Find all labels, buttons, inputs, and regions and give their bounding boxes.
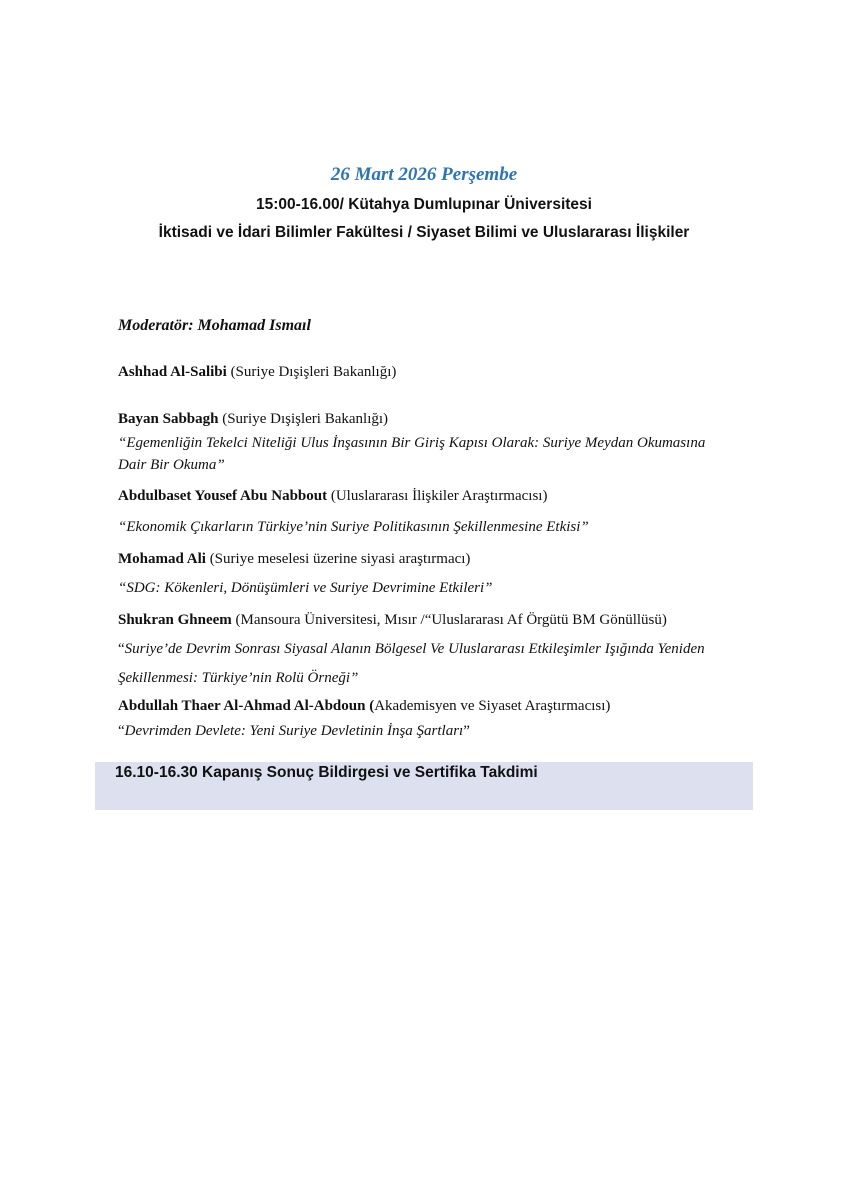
- talk-title: “Ekonomik Çıkarların Türkiye’nin Suriye Politikasının Şekillenmesine Etkisi”: [118, 519, 589, 535]
- closing-quote: ”: [463, 723, 470, 739]
- talk-title: “Egemenliğin Tekelci Niteliği Ulus İnşasının Bir Giriş Kapısı Olarak: Suriye Meydan Okumasına: [118, 435, 706, 451]
- opening-quote: “: [118, 641, 125, 657]
- speaker-affiliation: (Suriye Dışişleri Bakanlığı): [218, 411, 389, 427]
- speaker-affiliation: (Mansoura Üniversitesi, Mısır /“Uluslararası Af Örgütü BM Gönüllüsü): [231, 612, 667, 628]
- speaker-name: Mohamad Ali: [118, 551, 206, 567]
- speaker-name: Shukran Ghneem: [118, 612, 232, 628]
- speaker-name: Abdulbaset Yousef Abu Nabbout: [118, 488, 328, 504]
- talk-title: [118, 723, 470, 740]
- closing-session-title: 16.10-16.30 Kapanış Sonuç Bildirgesi ve Sertifika Takdimi: [115, 764, 538, 781]
- speaker-entry: [118, 488, 547, 505]
- speaker-entry: [118, 698, 610, 715]
- talk-title-continued: Dair Bir Okuma”: [118, 457, 225, 473]
- session-time-venue: 15:00-16.00/ Kütahya Dumlupınar Üniversitesi: [256, 196, 592, 213]
- speaker-name: Ashhad Al-Salibi: [118, 364, 227, 380]
- moderator: Moderatör: Mohamad Ismaıl: [118, 317, 311, 334]
- session-date: 26 Mart 2026 Perşembe: [330, 164, 518, 185]
- faculty-department: İktisadi ve İdari Bilimler Fakültesi / Siyaset Bilimi ve Uluslararası İlişkiler: [158, 224, 690, 241]
- speaker-affiliation: (Uluslararası İlişkiler Araştırmacısı): [327, 488, 548, 504]
- talk-title-text: Suriye’de Devrim Sonrası Siyasal Alanın Bölgesel Ve Uluslararası Etkileşimler Işığında Yeniden: [124, 641, 705, 657]
- speaker-entry: [118, 364, 396, 381]
- talk-title-text: Devrimden Devlete: Yeni Suriye Devletinin İnşa Şartları: [124, 723, 464, 739]
- speaker-name: Bayan Sabbagh: [118, 411, 219, 427]
- speaker-name: Abdullah Thaer Al-Ahmad Al-Abdoun (: [118, 698, 375, 714]
- speaker-affiliation: (Suriye Dışişleri Bakanlığı): [226, 364, 397, 380]
- opening-quote: “: [118, 723, 125, 739]
- talk-title: “SDG: Kökenleri, Dönüşümleri ve Suriye Devrimine Etkileri”: [118, 580, 493, 596]
- speaker-entry: [118, 612, 667, 629]
- speaker-entry: [118, 411, 388, 428]
- speaker-entry: [118, 551, 470, 568]
- speaker-affiliation: (Suriye meselesi üzerine siyasi araştırmacı): [205, 551, 471, 567]
- speaker-affiliation: Akademisyen ve Siyaset Araştırmacısı): [374, 698, 611, 714]
- talk-title: [118, 641, 705, 658]
- talk-title-continued: Şekillenmesi: Türkiye’nin Rolü Örneği”: [118, 670, 359, 686]
